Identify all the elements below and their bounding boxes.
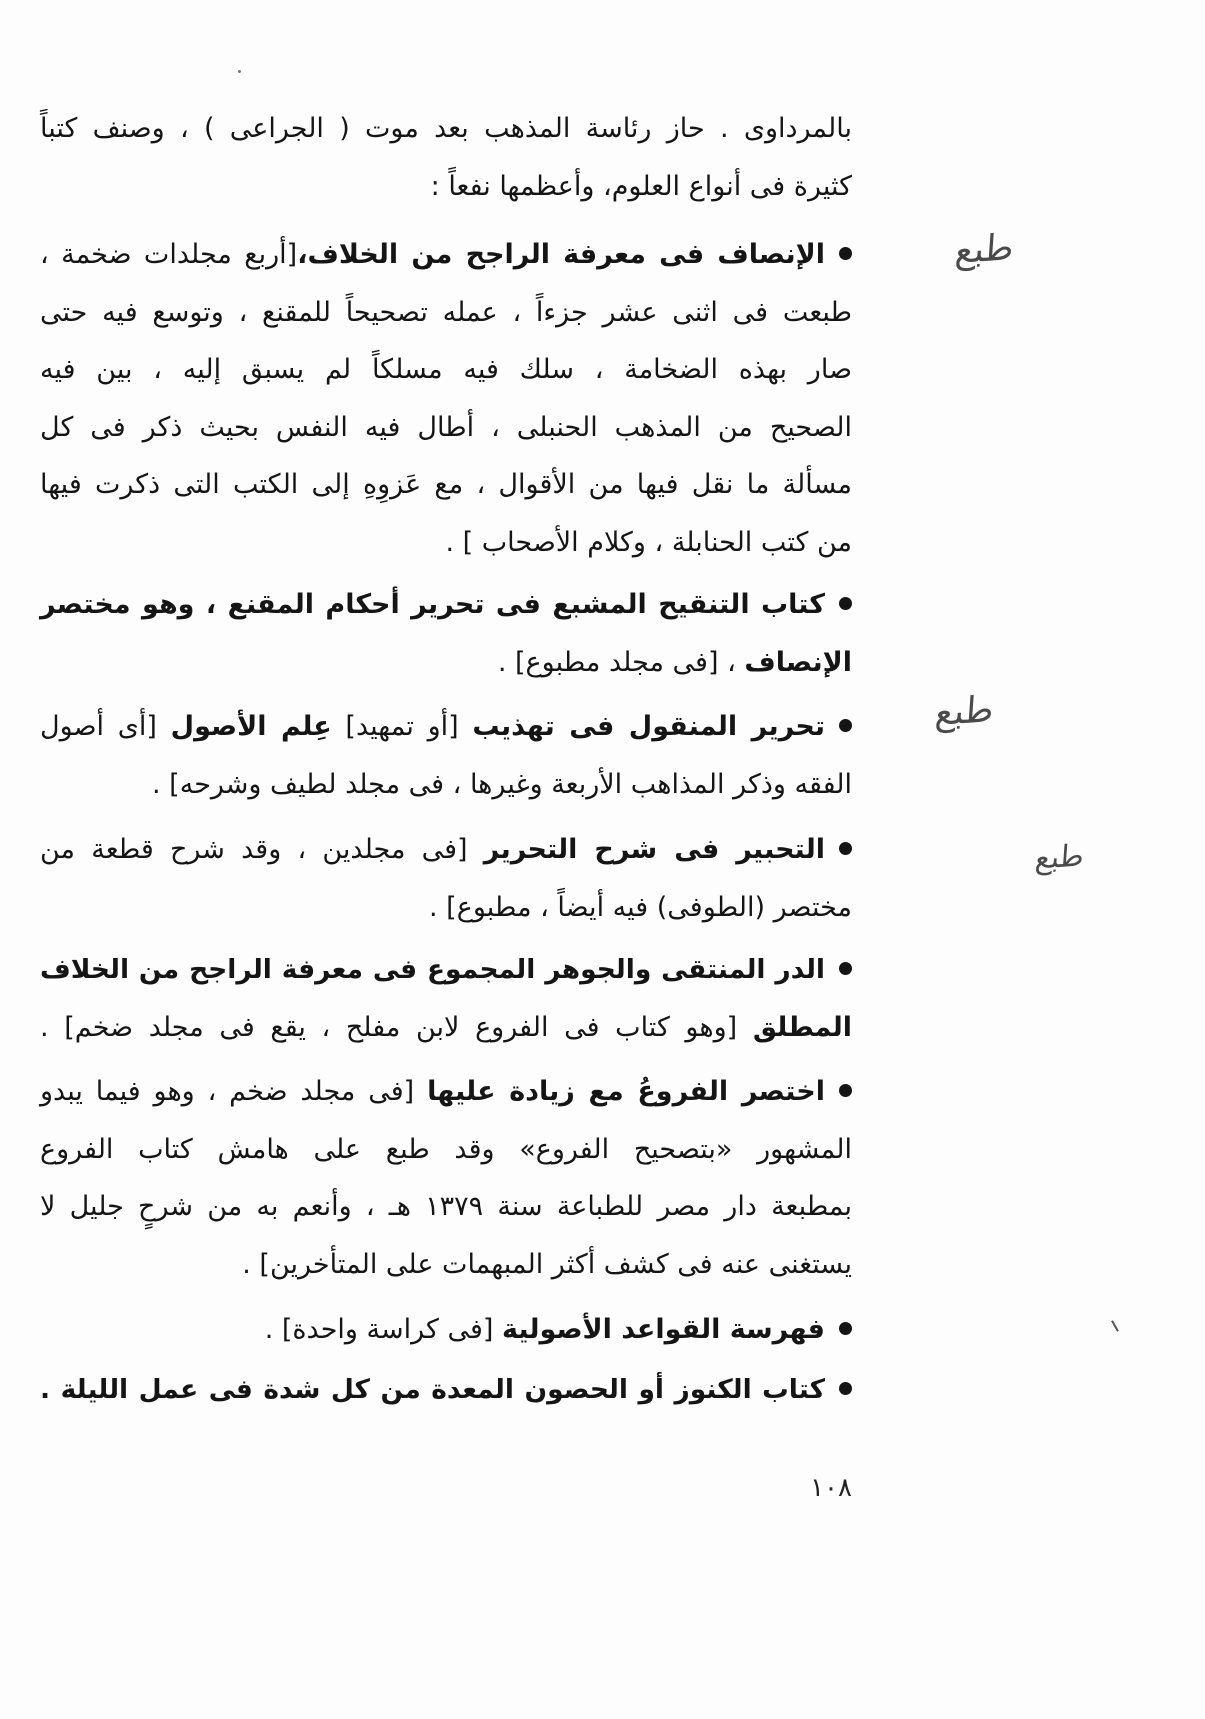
text-line	[40, 941, 852, 999]
book-entry	[40, 576, 852, 691]
line-text: كثيرة فى أنواع العلوم، وأعظمها نفعاً :	[430, 170, 852, 202]
book-title: الإنصاف	[744, 646, 852, 678]
text-line	[40, 514, 852, 572]
book-note: الصحيح من المذهب الحنبلى ، أطال فيه النفس بحيث ذكر فى كل	[40, 411, 852, 443]
book-title: فهرسة القواعد الأصولية	[502, 1314, 825, 1345]
text-line	[40, 1301, 852, 1359]
text-line	[40, 1361, 852, 1419]
text-line	[40, 1236, 852, 1294]
bullet-icon	[839, 719, 852, 732]
book-note: [أى أصول	[40, 711, 157, 742]
book-entry	[40, 821, 852, 936]
text-line	[40, 999, 852, 1057]
book-note: الفقه وذكر المذاهب الأربعة وغيرها ، فى مجلد لطيف وشرحه] .	[152, 768, 852, 800]
bullet-icon	[839, 1382, 852, 1395]
book-title: المطلق	[752, 1011, 852, 1043]
text-line	[40, 698, 852, 756]
bullet-icon	[839, 842, 852, 855]
bullet-icon	[839, 247, 852, 260]
scan-speck	[1111, 1320, 1119, 1331]
text-line	[40, 456, 852, 514]
book-entry	[40, 698, 852, 813]
bullet-icon	[839, 597, 852, 610]
book-entry	[40, 1063, 852, 1293]
book-note: طبعت فى اثنى عشر جزءاً ، عمله تصحيحاً للمقنع ، وتوسع فيه حتى	[40, 296, 852, 328]
bullet-icon	[839, 962, 852, 975]
book-title: عِلم الأصول	[170, 711, 332, 742]
book-note: [أربع مجلدات ضخمة ،	[40, 239, 298, 270]
text-line	[40, 1121, 852, 1179]
text-line	[40, 399, 852, 457]
line-text: بالمرداوى . حاز رئاسة المذهب بعد موت ( الجراعى ) ، وصنف كتباً	[40, 113, 852, 144]
book-note: [أو تمهيد]	[345, 711, 459, 742]
margin-note: طبع	[1033, 838, 1086, 877]
text-line	[40, 284, 852, 342]
book-title: تحرير المنقول فى تهذيب	[472, 711, 826, 742]
book-title: كتاب التنقيح المشبع فى تحرير أحكام المقنع ، وهو مختصر	[40, 589, 825, 620]
book-note: [فى مجلد ضخم ، وهو فيما يبدو	[40, 1076, 415, 1107]
text-line	[40, 226, 852, 284]
text-line	[40, 158, 852, 216]
book-title: التحبير فى شرح التحرير	[483, 834, 825, 865]
book-note: المشهور «بتصحيح الفروع» وقد طبع على هامش كتاب الفروع	[40, 1133, 852, 1165]
book-entry	[40, 1301, 852, 1359]
text-block	[40, 0, 852, 1719]
book-note: [فى مجلدين ، وقد شرح قطعة من	[40, 834, 468, 865]
bullet-icon	[839, 1084, 852, 1097]
book-entry	[40, 941, 852, 1056]
text-line	[40, 634, 852, 692]
text-line	[40, 576, 852, 634]
book-title: الدر المنتقى والجوهر المجموع فى معرفة الراجح من الخلاف	[40, 954, 825, 985]
bullet-icon	[839, 1322, 852, 1335]
text-line	[40, 341, 852, 399]
margin-note: طبع	[933, 688, 996, 735]
book-note: صار بهذه الضخامة ، سلك فيه مسلكاً لم يسبق إليه ، بين فيه	[40, 354, 852, 385]
text-line	[40, 100, 852, 158]
book-title: كتاب الكنوز أو الحصون المعدة من كل شدة فى عمل الليلة .	[40, 1374, 825, 1405]
book-note: يستغنى عنه فى كشف أكثر المبهمات على المتأخرين] .	[242, 1248, 852, 1280]
book-note: [وهو كتاب فى الفروع لابن مفلح ، يقع فى مجلد ضخم] .	[40, 1011, 738, 1043]
book-note: ، [فى مجلد مطبوع] .	[497, 646, 736, 678]
book-note: من كتب الحنابلة ، وكلام الأصحاب ] .	[445, 526, 852, 558]
book-note: بمطبعة دار مصر للطباعة سنة ١٣٧٩ هـ ، وأنعم به من شرحٍ جليل لا	[40, 1191, 852, 1222]
margin-note: طبع	[953, 226, 1016, 273]
book-note: [فى كراسة واحدة] .	[264, 1314, 494, 1345]
text-line	[40, 1063, 852, 1121]
text-line	[40, 756, 852, 814]
book-entry	[40, 1361, 852, 1419]
book-title: اختصر الفروعُ مع زيادة عليها	[427, 1076, 826, 1107]
book-note: مسألة ما نقل فيها من الأقوال ، مع عَزوِهِ إلى الكتب التى ذكرت فيها	[40, 469, 852, 500]
book-entry	[40, 226, 852, 571]
intro-paragraph	[40, 100, 852, 215]
text-line	[40, 821, 852, 879]
text-line	[40, 1178, 852, 1236]
page-number: ١٠٨	[810, 1473, 852, 1503]
book-note: مختصر (الطوفى) فيه أيضاً ، مطبوع] .	[429, 891, 852, 923]
book-title: الإنصاف فى معرفة الراجح من الخلاف،	[297, 239, 825, 270]
text-line	[40, 879, 852, 937]
